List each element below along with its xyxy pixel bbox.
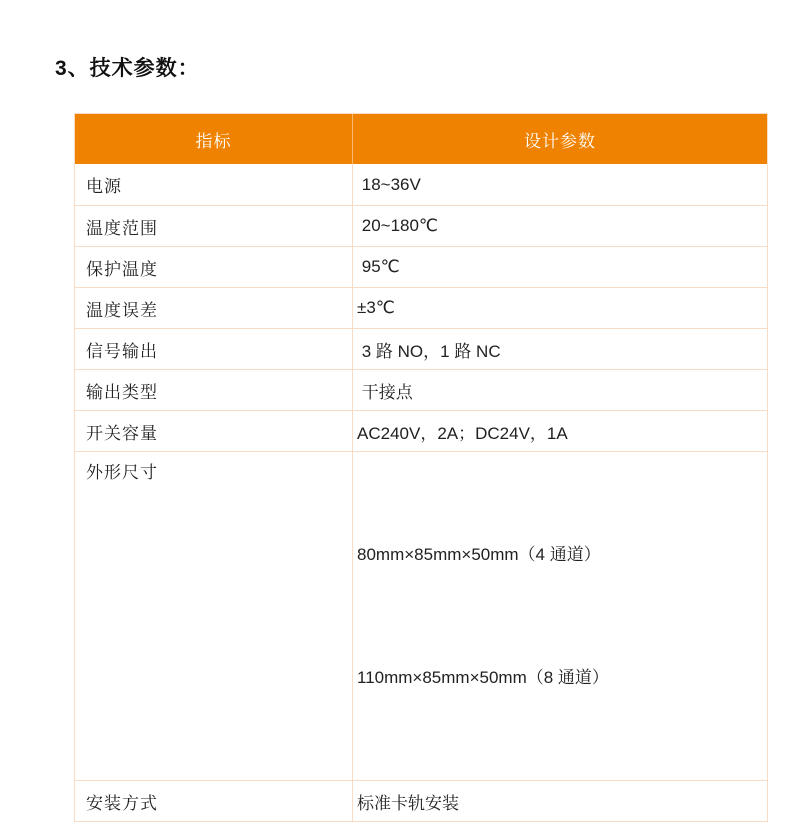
row-label: 电源 (86, 177, 122, 196)
parameters-table (74, 113, 768, 822)
row-value: 干接点 (352, 370, 767, 410)
row-label: 安装方式 (86, 793, 158, 813)
row-label: 温度误差 (86, 300, 158, 320)
dimensions-line-8ch: 110mm×85mm×50mm（8 通道） (357, 668, 609, 687)
column-header-design-params: 设计参数 (352, 114, 767, 164)
row-value: 95℃ (352, 247, 767, 287)
row-value: 18~36V (352, 164, 767, 205)
table-row-temperature-range (75, 205, 767, 246)
table-row-protection-temperature (75, 246, 767, 287)
row-value: AC240V，2A；DC24V，1A (352, 411, 767, 451)
section-heading: 3、技术参数： (55, 57, 200, 80)
table-row-temperature-error (75, 287, 767, 328)
table-row-mounting (75, 780, 767, 821)
table-row-output-type (75, 369, 767, 410)
table-row-signal-output (75, 328, 767, 369)
row-value (352, 452, 767, 780)
dimensions-line-4ch: 80mm×85mm×50mm（4 通道） (357, 545, 601, 564)
row-value: 20~180℃ (352, 206, 767, 246)
table-row-power-supply (75, 164, 767, 205)
row-value: ±3℃ (352, 288, 767, 328)
row-value: 标准卡轨安装 (352, 781, 767, 821)
column-header-indicator: 指标 (195, 131, 232, 151)
table-header-row (75, 114, 767, 164)
row-label: 开关容量 (86, 423, 158, 443)
row-label: 输出类型 (86, 382, 158, 402)
table-row-dimensions (75, 451, 767, 780)
row-label: 信号输出 (86, 341, 158, 361)
row-label: 保护温度 (86, 259, 158, 279)
table-row-switch-capacity (75, 410, 767, 451)
row-label: 外形尺寸 (86, 463, 158, 482)
row-label: 温度范围 (86, 218, 158, 238)
row-value: 3 路 NO，1 路 NC (352, 329, 767, 369)
